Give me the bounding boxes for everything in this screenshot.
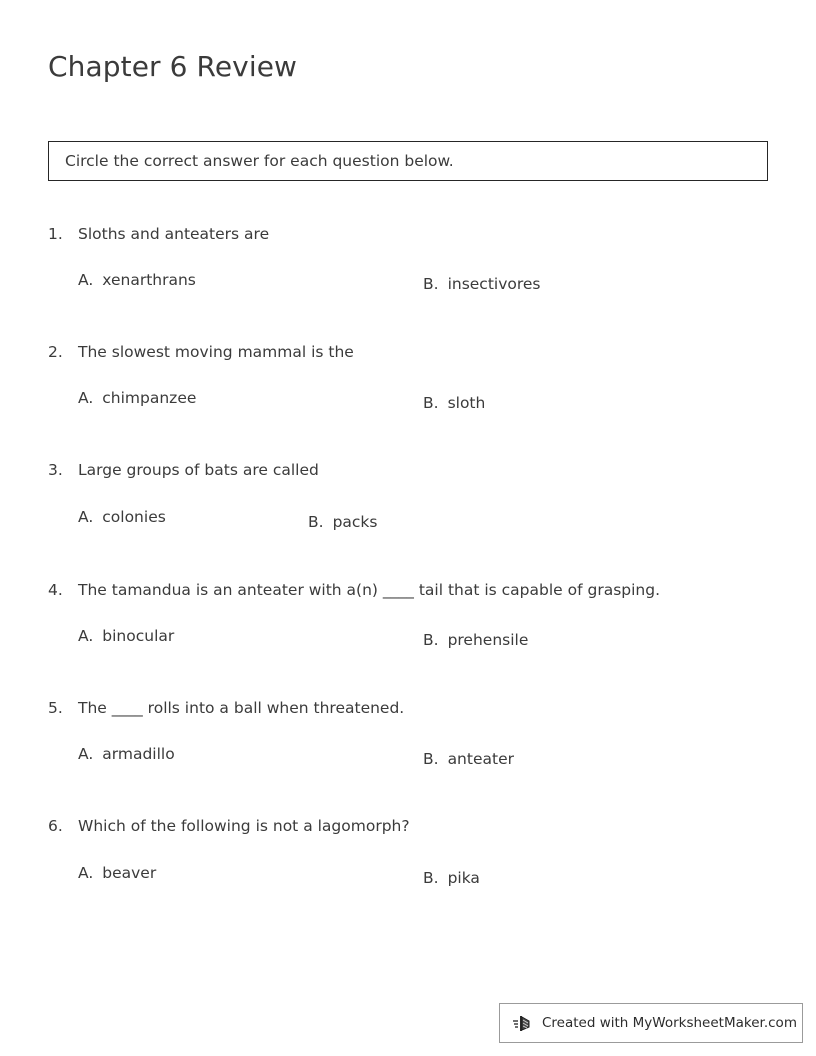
option-text: xenarthrans [102, 271, 196, 289]
question-3-option-b[interactable] [308, 513, 377, 531]
instruction-box [48, 141, 768, 181]
option-letter: B. [308, 513, 324, 531]
question-2-option-a[interactable] [78, 389, 196, 407]
question-number: 3. [48, 461, 63, 479]
question-text: Large groups of bats are called [78, 461, 319, 479]
option-letter: A. [78, 864, 94, 882]
question-text: The slowest moving mammal is the [78, 343, 354, 361]
option-text: colonies [102, 508, 166, 526]
option-letter: B. [423, 750, 439, 768]
option-text: anteater [447, 750, 514, 768]
question-6-option-a[interactable] [78, 864, 156, 882]
option-letter: A. [78, 745, 94, 763]
question-1-option-a[interactable] [78, 271, 196, 289]
worksheet-maker-logo-icon [512, 1012, 534, 1034]
question-4-option-b[interactable] [423, 631, 528, 649]
option-text: chimpanzee [102, 389, 197, 407]
question-3-option-a[interactable] [78, 508, 166, 526]
option-letter: B. [423, 869, 439, 887]
option-text: prehensile [447, 631, 529, 649]
option-letter: A. [78, 271, 94, 289]
option-text: packs [332, 513, 378, 531]
option-letter: B. [423, 394, 439, 412]
option-text: insectivores [447, 275, 541, 293]
option-text: pika [447, 869, 480, 887]
question-2-option-b[interactable] [423, 394, 485, 412]
option-letter: B. [423, 631, 439, 649]
option-text: sloth [447, 394, 486, 412]
question-text: Sloths and anteaters are [78, 225, 270, 243]
page-title: Chapter 6 Review [48, 50, 298, 83]
option-text: armadillo [102, 745, 175, 763]
option-text: binocular [102, 627, 175, 645]
question-text: The ____ rolls into a ball when threatened. [78, 699, 405, 717]
question-4-option-a[interactable] [78, 627, 174, 645]
question-text: Which of the following is not a lagomorph? [78, 817, 410, 835]
option-letter: B. [423, 275, 439, 293]
question-text: The tamandua is an anteater with a(n) ____ tail that is capable of grasping. [78, 581, 661, 599]
question-number: 2. [48, 343, 63, 361]
question-1-option-b[interactable] [423, 275, 541, 293]
option-text: beaver [102, 864, 157, 882]
instruction-text: Circle the correct answer for each question below. [65, 152, 454, 170]
option-letter: A. [78, 389, 94, 407]
question-number: 1. [48, 225, 63, 243]
option-letter: A. [78, 627, 94, 645]
footer-text: Created with MyWorksheetMaker.com [542, 1015, 797, 1031]
option-letter: A. [78, 508, 94, 526]
question-number: 6. [48, 817, 63, 835]
question-number: 5. [48, 699, 63, 717]
question-5-option-b[interactable] [423, 750, 514, 768]
footer-badge[interactable] [499, 1003, 803, 1043]
question-6-option-b[interactable] [423, 869, 480, 887]
question-5-option-a[interactable] [78, 745, 175, 763]
question-number: 4. [48, 581, 63, 599]
